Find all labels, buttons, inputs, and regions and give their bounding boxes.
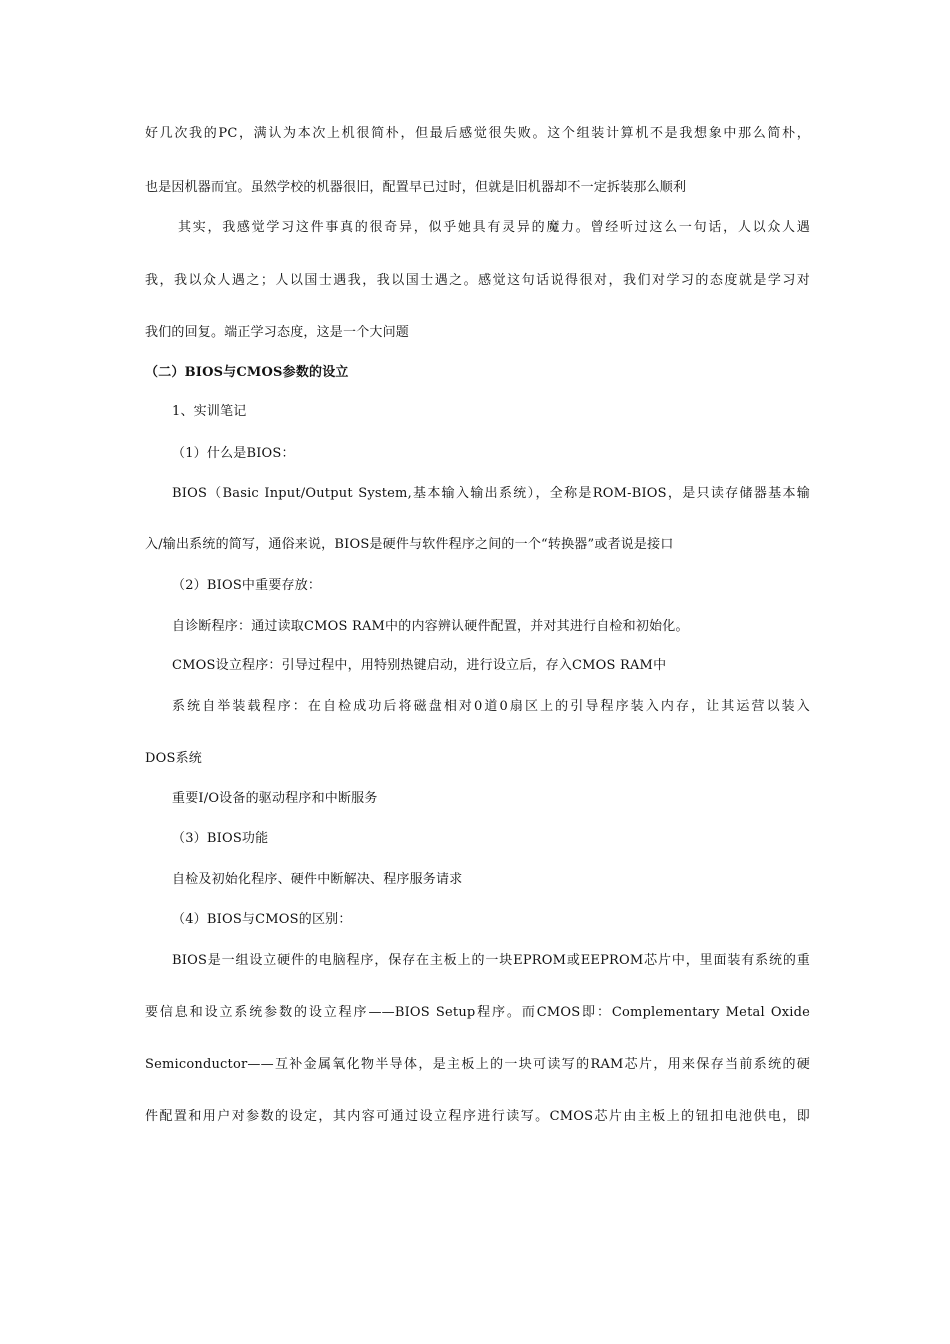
paragraph-line: 件配置和用户对参数的设定，其内容可通过设立程序进行读写。CMOS芯片由主板上的钮扣电池供电，即 <box>145 1109 810 1124</box>
section-heading: （二）BIOS与CMOS参数的设立 <box>145 365 349 380</box>
paragraph-line: 自诊断程序：通过读取CMOS RAM中的内容辨认硬件配置，并对其进行自检和初始化。 <box>172 619 689 634</box>
paragraph-line: 我们的回复。端正学习态度，这是一个大问题 <box>145 325 410 340</box>
paragraph-line: 其实，我感觉学习这件事真的很奇异，似乎她具有灵异的魔力。曾经听过这么一句话，人以众人遇 <box>178 220 810 235</box>
paragraph-line: 重要I/O设备的驱动程序和中断服务 <box>172 791 378 806</box>
paragraph-line: DOS系统 <box>145 751 202 766</box>
paragraph-line: 好几次我的PC，满认为本次上机很简朴，但最后感觉很失败。这个组装计算机不是我想象中那么简朴， <box>145 126 810 141</box>
paragraph-line: 系统自举装载程序：在自检成功后将磁盘相对0道0扇区上的引导程序装入内存，让其运营以装入 <box>172 699 810 714</box>
paragraph-line: 要信息和设立系统参数的设立程序——BIOS Setup程序。而CMOS即：Complementary Metal Oxide <box>145 1005 810 1020</box>
paragraph-line: Semiconductor——互补金属氧化物半导体，是主板上的一块可读写的RAM芯片，用来保存当前系统的硬 <box>145 1057 810 1072</box>
paragraph-line: 自检及初始化程序、硬件中断解决、程序服务请求 <box>172 872 463 887</box>
item-heading: （2）BIOS中重要存放： <box>172 578 322 593</box>
paragraph-line: 我，我以众人遇之；人以国士遇我，我以国士遇之。感觉这句话说得很对，我们对学习的态度就是学习对 <box>145 273 810 288</box>
subsection-heading: 1、实训笔记 <box>172 404 247 419</box>
paragraph-line: CMOS设立程序：引导过程中，用特别热键启动，进行设立后，存入CMOS RAM中 <box>172 658 667 673</box>
paragraph-line: 入/输出系统的简写，通俗来说，BIOS是硬件与软件程序之间的一个“转换器”或者说是接口 <box>145 537 674 552</box>
item-heading: （3）BIOS功能 <box>172 831 269 846</box>
paragraph-line: BIOS是一组设立硬件的电脑程序，保存在主板上的一块EPROM或EEPROM芯片中，里面装有系统的重 <box>172 953 810 968</box>
item-heading: （1）什么是BIOS： <box>172 446 295 461</box>
paragraph-line: BIOS（Basic Input/Output System,基本输入输出系统），全称是ROM-BIOS，是只读存储器基本输 <box>172 486 810 501</box>
paragraph-line: 也是因机器而宜。虽然学校的机器很旧，配置早已过时，但就是旧机器却不一定拆装那么顺利 <box>145 180 687 195</box>
item-heading: （4）BIOS与CMOS的区别： <box>172 912 352 927</box>
